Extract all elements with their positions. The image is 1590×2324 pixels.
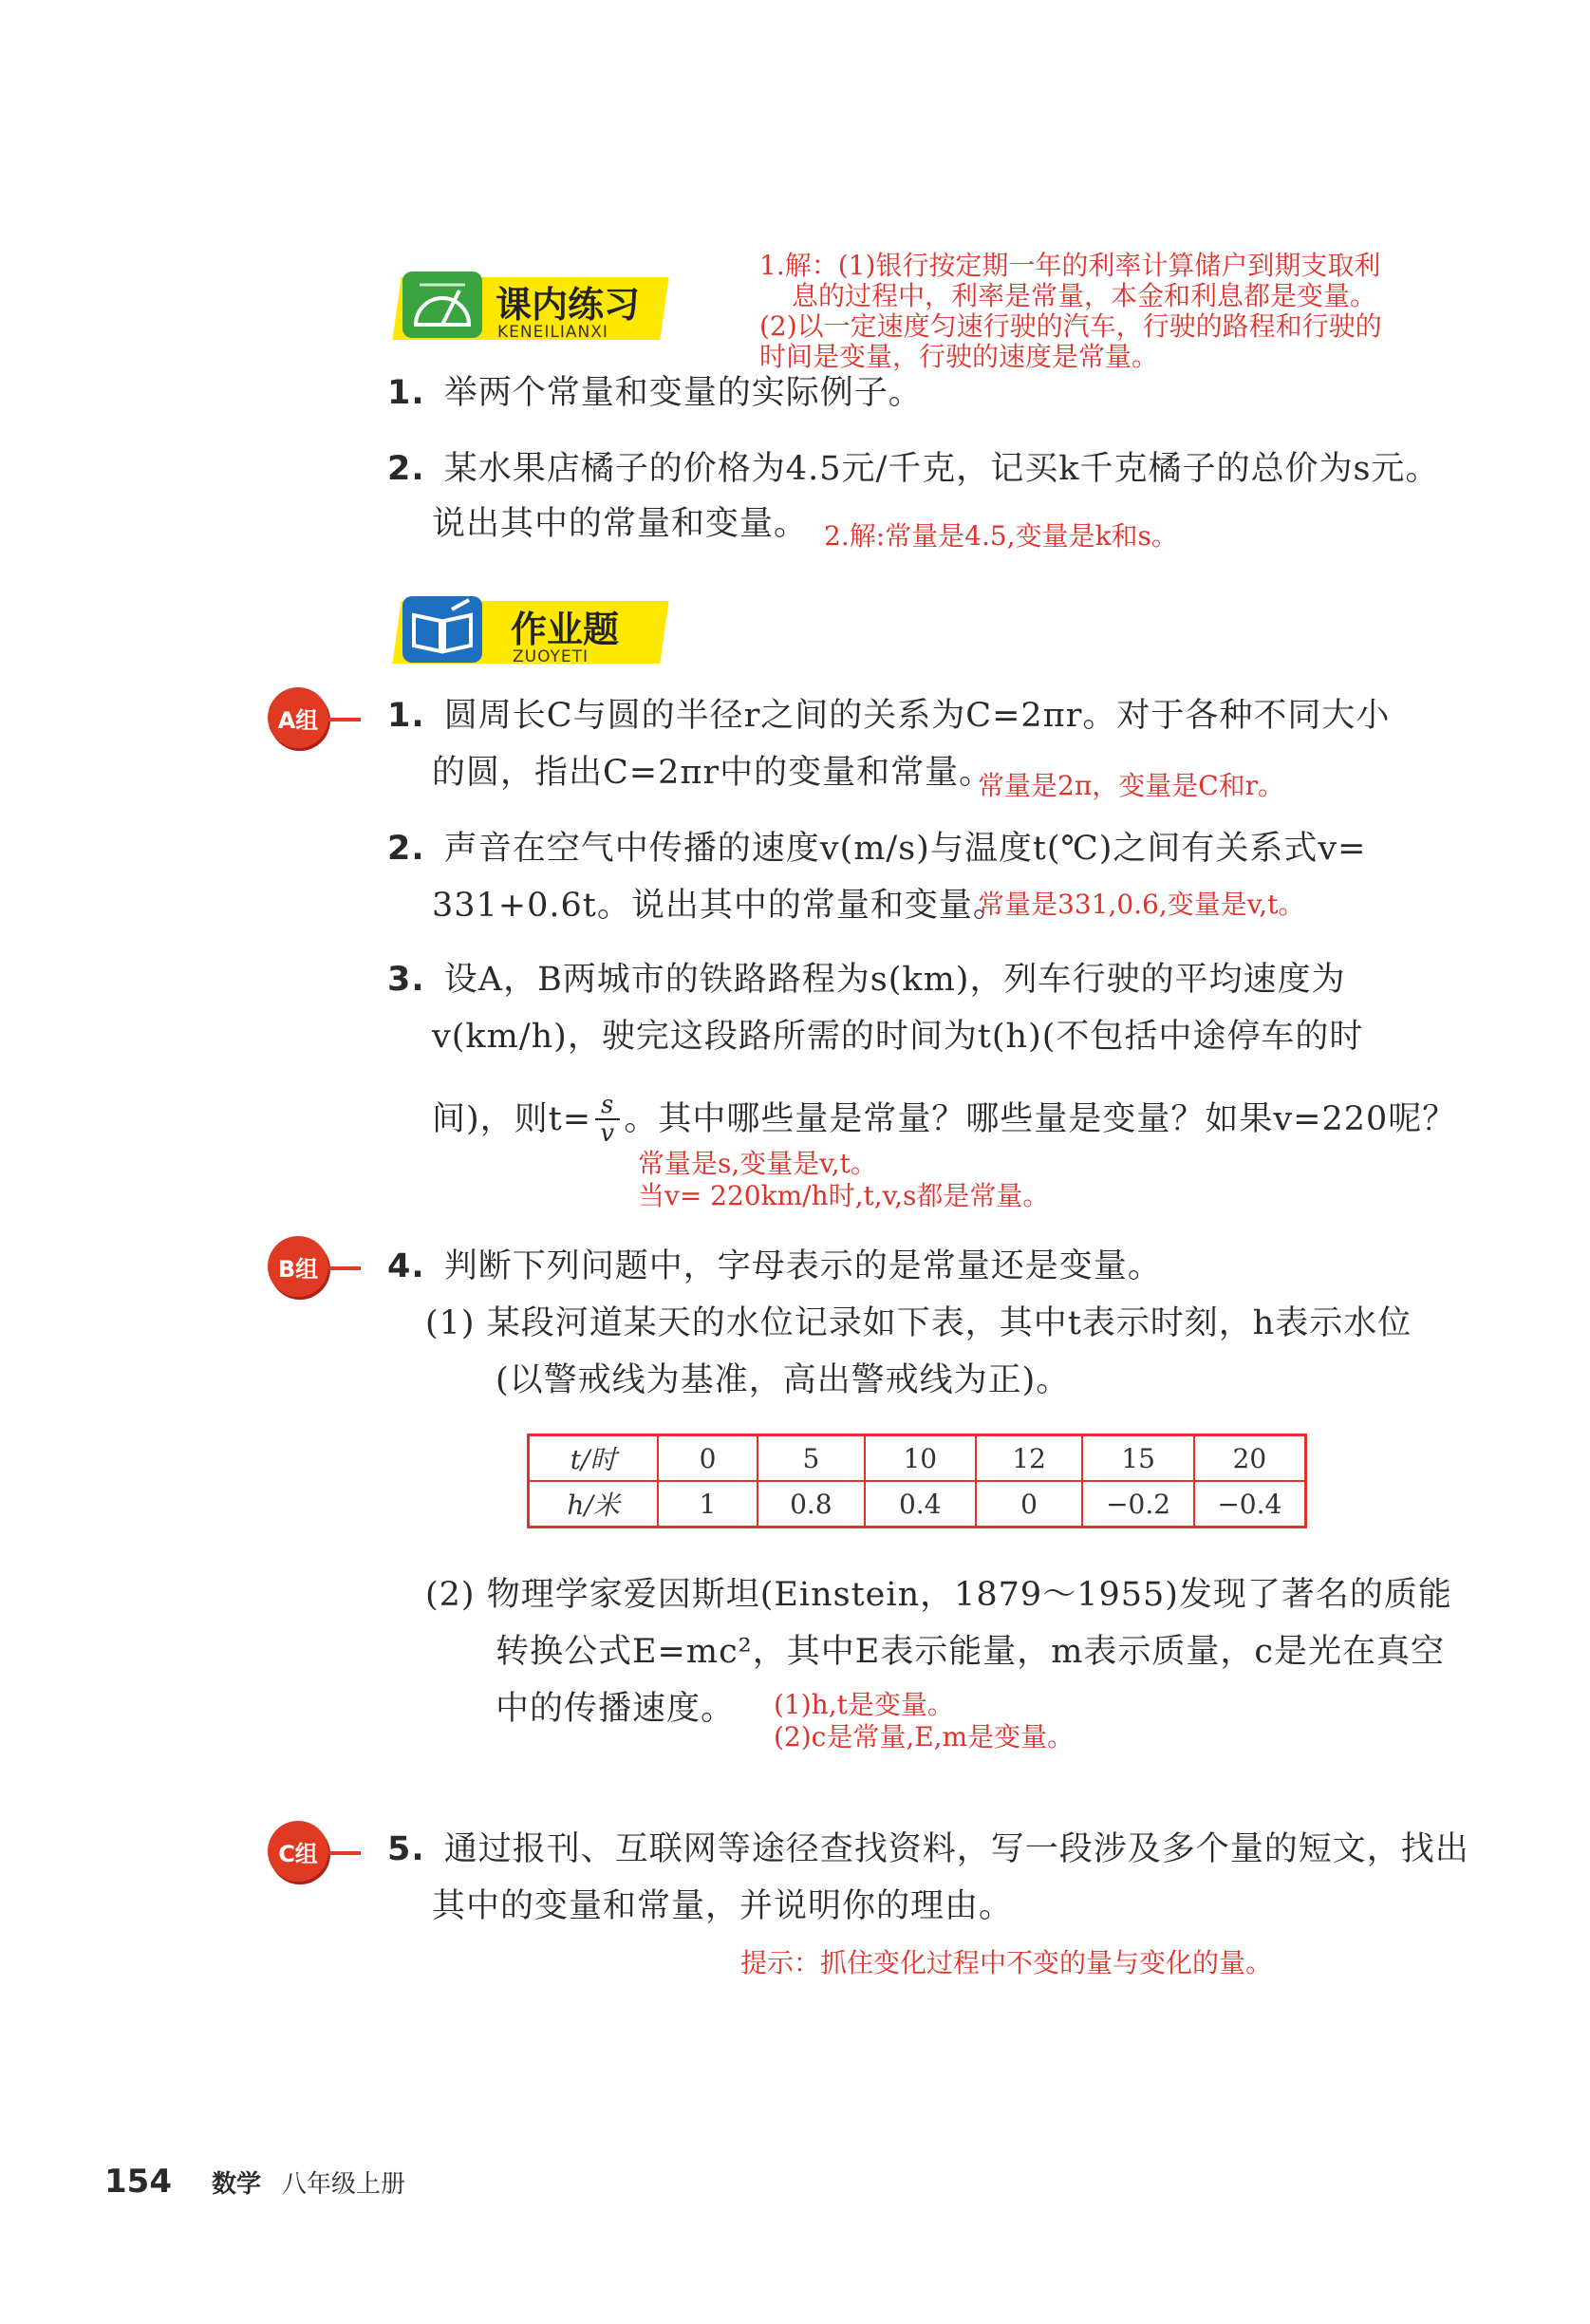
table-cell: −0.2 [1082,1481,1193,1527]
fraction [595,1092,620,1147]
answer-line: (2)以一定速度匀速行驶的汽车，行驶的路程和行驶的 [759,310,1382,342]
table-cell: 10 [865,1435,976,1482]
homework-answer-2: 常量是331,0.6,变量是v,t。 [978,889,1305,920]
question-text: 举两个常量和变量的实际例子。 [443,374,923,412]
homework-question-3-formula [432,1092,1456,1147]
question-number: 1. [387,374,425,412]
homework-question-3 [387,961,1345,999]
question-number: 5. [387,1830,425,1868]
book-icon [399,592,486,666]
table-cell: −0.4 [1194,1481,1306,1527]
group-b-label: B组 [268,1236,328,1297]
table-row [529,1481,1306,1527]
fraction-denominator: v [600,1119,616,1148]
homework-answer-4a: (1)h,t是变量。 [774,1689,954,1720]
water-level-table [527,1434,1307,1528]
table-cell: 0 [976,1481,1083,1527]
page-number: 154 [104,2163,172,2201]
table-cell: 12 [976,1435,1083,1482]
question-text: 某水果店橘子的价格为4.5元/千克，记买k千克橘子的总价为s元。 [443,450,1440,488]
table-cell: 0.4 [865,1481,976,1527]
question-number: 3. [387,961,425,999]
question-text: 圆周长C与圆的半径r之间的关系为C=2πr。对于各种不同大小 [443,697,1391,735]
question-text: 通过报刊、互联网等途径查找资料，写一段涉及多个量的短文，找出 [443,1830,1469,1868]
practice-answer-2: 2.解:常量是4.5,变量是k和s。 [824,520,1178,552]
question-number: 2. [387,450,425,488]
answer-line: 息的过程中，利率是常量，本金和利息都是变量。 [792,280,1377,311]
practice-question-2 [387,450,1439,488]
homework-question-2 [387,830,1366,868]
homework-question-1-cont: 的圆，指出C=2πr中的变量和常量。 [432,754,994,792]
homework-question-4-sub1-cont: (以警戒线为基准，高出警戒线为正)。 [496,1361,1071,1399]
practice-question-1 [387,374,923,412]
question-number: 4. [387,1247,425,1285]
homework-question-4-sub2: (2) 物理学家爱因斯坦(Einstein，1879～1955)发现了著名的质能 [425,1576,1452,1614]
table-cell: 15 [1082,1435,1193,1482]
footer-subject: 数学 [211,2170,261,2199]
homework-question-3-cont: v(km/h)，驶完这段路所需的时间为t(h)(不包括中途停车的时 [432,1018,1364,1056]
table-cell: 20 [1194,1435,1306,1482]
answer-line: 时间是变量，行驶的速度是常量。 [759,341,1159,372]
homework-question-5-cont: 其中的变量和常量，并说明你的理由。 [432,1887,1014,1925]
homework-question-5 [387,1830,1469,1868]
homework-answer-1: 常量是2π，变量是C和r。 [978,770,1285,801]
table-row [529,1435,1306,1482]
table-row-header: t/时 [529,1435,659,1482]
question-text: 设A，B两城市的铁路路程为s(km)，列车行驶的平均速度为 [443,961,1346,999]
homework-question-4-sub2-cont2: 中的传播速度。 [496,1690,736,1728]
table-row-header: h/米 [529,1481,659,1527]
page-footer [104,2163,405,2201]
homework-answer-3a: 常量是s,变量是v,t。 [638,1148,877,1179]
homework-question-4 [387,1247,1162,1285]
homework-answer-5: 提示：抓住变化过程中不变的量与变化的量。 [740,1947,1273,1978]
question-text: 间)，则t= [432,1100,592,1138]
practice-question-2-cont: 说出其中的常量和变量。 [432,505,809,543]
homework-question-4-sub1: (1) 某段河道某天的水位记录如下表，其中t表示时刻，h表示水位 [425,1304,1412,1342]
question-number: 1. [387,697,425,735]
table-cell: 5 [758,1435,865,1482]
homework-answer-3b: 当v= 220km/h时,t,v,s都是常量。 [638,1180,1050,1211]
protractor-icon [399,266,486,342]
homework-title: 作业题 [511,609,620,650]
table-cell: 1 [658,1481,758,1527]
homework-subtitle: ZUOYETI [513,647,589,666]
table-cell: 0.8 [758,1481,865,1527]
answer-line: 1.解：(1)银行按定期一年的利率计算储户到期支取利 [759,250,1381,281]
question-text: 。其中哪些量是常量？哪些量是变量？如果v=220呢？ [624,1100,1457,1138]
question-text: 判断下列问题中，字母表示的是常量还是变量。 [443,1247,1162,1285]
group-c-label: C组 [268,1821,328,1882]
table-cell: 0 [658,1435,758,1482]
homework-question-4-sub2-cont: 转换公式E=mc²，其中E表示能量，m表示质量，c是光在真空 [496,1633,1446,1671]
practice-answer-1 [759,251,1382,372]
homework-question-1 [387,697,1390,735]
fraction-numerator: s [595,1092,620,1120]
homework-answer-4b: (2)c是常量,E,m是变量。 [774,1721,1075,1752]
group-a-label: A组 [268,687,328,748]
homework-question-2-cont: 331+0.6t。说出其中的常量和变量。 [432,887,1007,925]
question-number: 2. [387,830,425,868]
question-text: 声音在空气中传播的速度v(m/s)与温度t(℃)之间有关系式v= [443,830,1367,868]
practice-title: 课内练习 [496,284,641,326]
practice-subtitle: KENEILIANXI [497,323,608,342]
footer-grade: 八年级上册 [282,2170,406,2199]
